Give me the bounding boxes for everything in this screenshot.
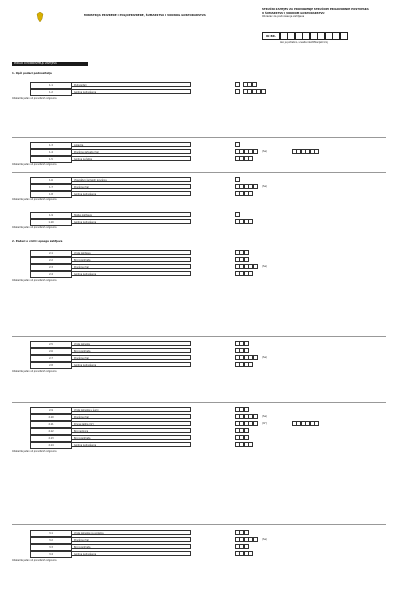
row-code: 1.6 — [30, 177, 72, 184]
unit-label: (m³) — [262, 422, 268, 425]
answer-cells[interactable] — [235, 442, 253, 447]
row-note: Odaberite jedan od ponuđenih odgovora — [12, 97, 57, 100]
row-label: Površina (ha) — [71, 355, 191, 360]
row-label: Broj predmeta — [71, 544, 191, 549]
divider — [12, 336, 386, 337]
row-note: Odaberite jedan od ponuđenih odgovora — [12, 198, 57, 201]
row-note: Odaberite jedan od ponuđenih odgovora — [12, 279, 57, 282]
answer-cells[interactable] — [235, 341, 249, 346]
row-label: Vlasništvo šumskih površina — [71, 177, 191, 182]
row-label: Broj predmeta — [71, 435, 191, 440]
answer-cells[interactable] — [235, 537, 258, 542]
row-label: Površina (ha) — [71, 537, 191, 542]
row-label: Godina podnošenja — [71, 219, 191, 224]
answer-cells[interactable] — [235, 362, 253, 367]
row-code: 2.13 — [30, 435, 72, 442]
row-code: 1.10 — [30, 219, 72, 226]
row-label: Godina podnošenja — [71, 89, 191, 94]
unit-label: (ha) — [262, 356, 267, 359]
answer-cells[interactable] — [243, 82, 257, 87]
answer-cells[interactable] — [235, 149, 258, 154]
row-label: Vrsta zahvata — [71, 341, 191, 346]
unit-label: (ha) — [262, 265, 267, 268]
row-code: 1.4 — [30, 149, 72, 156]
row-label: Podnositelj — [71, 82, 191, 87]
row-code: 2.5 — [30, 341, 72, 348]
row-code: 2.10 — [30, 414, 72, 421]
form-subtitle: Obrazac za podnošenje zahtjeva — [262, 15, 305, 19]
row-code: 3.2 — [30, 537, 72, 544]
row-note: Odaberite jedan od ponuđenih odgovora — [12, 370, 57, 373]
unit-label: (ha) — [262, 415, 267, 418]
row-code: 3.4 — [30, 551, 72, 558]
row-code: 2.3 — [30, 264, 72, 271]
answer-cells[interactable] — [235, 414, 258, 419]
answer-cells[interactable] — [235, 219, 253, 224]
answer-cells[interactable] — [235, 184, 258, 189]
divider — [12, 524, 386, 525]
row-label: Broj predmeta — [71, 348, 191, 353]
row-code: 1.5 — [30, 156, 72, 163]
row-code: 2.2 — [30, 257, 72, 264]
row-label: Broj jedinica — [71, 428, 191, 433]
answer-cells[interactable] — [235, 271, 253, 276]
answer-cells[interactable] — [235, 544, 249, 549]
unit-label: (ha) — [262, 538, 267, 541]
row-label: Površina (ha) — [71, 264, 191, 269]
answer-cells[interactable] — [235, 407, 249, 412]
row-code: 2.9 — [30, 407, 72, 414]
unit-label: (ha) — [262, 185, 267, 188]
row-label: Lokacija — [71, 142, 191, 147]
row-label: Godina podnošenja — [71, 551, 191, 556]
row-code: 2.4 — [30, 271, 72, 278]
section-2-title: 2. Podaci o vrsti i opsegu zahtjeva — [12, 240, 63, 243]
row-label: Godina podnošenja — [71, 442, 191, 447]
answer-cells[interactable] — [235, 191, 253, 196]
unit-label: (ha) — [262, 150, 267, 153]
answer-cells[interactable] — [235, 428, 249, 433]
answer-cells[interactable] — [235, 435, 249, 440]
row-label: Vrsta zahvata na vodama — [71, 530, 191, 535]
row-label: Drvna zaliha (m³) — [71, 421, 191, 426]
row-code: 1.9 — [30, 212, 72, 219]
divider — [12, 172, 386, 173]
answer-cells[interactable] — [235, 156, 253, 161]
row-note: Odaberite jedan od ponuđenih odgovora — [12, 450, 57, 453]
answer-cells[interactable] — [235, 142, 240, 147]
answer-cells[interactable] — [235, 89, 240, 94]
row-note: Odaberite jedan od ponuđenih odgovora — [12, 163, 57, 166]
row-label: Godina podnošenja — [71, 271, 191, 276]
row-label: Godina podnošenja — [71, 191, 191, 196]
row-note: Odaberite jedan od ponuđenih odgovora — [12, 559, 57, 562]
form-header — [262, 8, 382, 19]
answer-cells[interactable] — [235, 355, 258, 360]
answer-cells[interactable] — [235, 250, 249, 255]
row-note: Odaberite jedan od ponuđenih odgovora — [12, 226, 57, 229]
row-label: Površina (ha) — [71, 414, 191, 419]
answer-cells[interactable] — [235, 551, 253, 556]
row-code: 2.12 — [30, 428, 72, 435]
divider — [12, 137, 386, 138]
id-number-cells[interactable] — [280, 32, 348, 40]
row-label: Broj predmeta — [71, 257, 191, 262]
answer-cells[interactable] — [292, 421, 319, 426]
row-code: 1.2 — [30, 89, 72, 96]
form-title-line-2: U ŠUMARSTVU I VODNOM GOSPODARSTVU — [262, 11, 325, 15]
ministry-title: MINISTRIJA PRIVREDE I POLJOPRIVREDE, ŠUMARSTVA I VODNOG GOSPODARSTVA — [84, 14, 206, 17]
form-title-line-1: STRUČNI ZAHTJEV ZA PROVOĐENJE STRUČNIH PRIGOVORNIH POSTUPAKA — [262, 8, 369, 11]
row-label: Godina podnošenja — [71, 362, 191, 367]
row-label: Vrsta zahtjeva — [71, 250, 191, 255]
row-label: Površina zahvata (ha) — [71, 149, 191, 154]
row-code: 3.1 — [30, 530, 72, 537]
answer-cells[interactable] — [235, 212, 240, 217]
row-code: 1.7 — [30, 184, 72, 191]
answer-cells[interactable] — [235, 177, 240, 182]
answer-cells[interactable] — [235, 82, 240, 87]
section-1-title: 1. Opći podaci podnositelja — [12, 72, 52, 75]
row-label: Status zahtjeva — [71, 212, 191, 217]
answer-cells[interactable] — [235, 257, 249, 262]
row-code: 2.7 — [30, 355, 72, 362]
id-label: ID BR. — [262, 32, 280, 40]
row-code: 2.14 — [30, 442, 72, 449]
row-code: 1.3 — [30, 142, 72, 149]
answer-cells[interactable] — [235, 348, 249, 353]
row-label: Vrsta zahvata u šumi — [71, 407, 191, 412]
row-code: 2.11 — [30, 421, 72, 428]
coat-of-arms-icon — [36, 12, 44, 22]
answer-cells[interactable] — [243, 89, 266, 94]
answer-cells[interactable] — [292, 149, 319, 154]
row-code: 1.1 — [30, 82, 72, 89]
section-bar: PODACI O PODNOSITELJU ZAHTJEVA — [12, 62, 88, 66]
id-note: Ako je potrebno, unesite identifikacijski broj — [280, 41, 328, 44]
row-code: 1.8 — [30, 191, 72, 198]
row-label: Površina (ha) — [71, 184, 191, 189]
row-code: 2.1 — [30, 250, 72, 257]
answer-cells[interactable] — [235, 264, 258, 269]
row-code: 3.3 — [30, 544, 72, 551]
divider — [12, 402, 386, 403]
row-code: 2.8 — [30, 362, 72, 369]
answer-cells[interactable] — [235, 530, 249, 535]
row-code: 2.6 — [30, 348, 72, 355]
answer-cells[interactable] — [235, 421, 258, 426]
row-label: Godina početka — [71, 156, 191, 161]
